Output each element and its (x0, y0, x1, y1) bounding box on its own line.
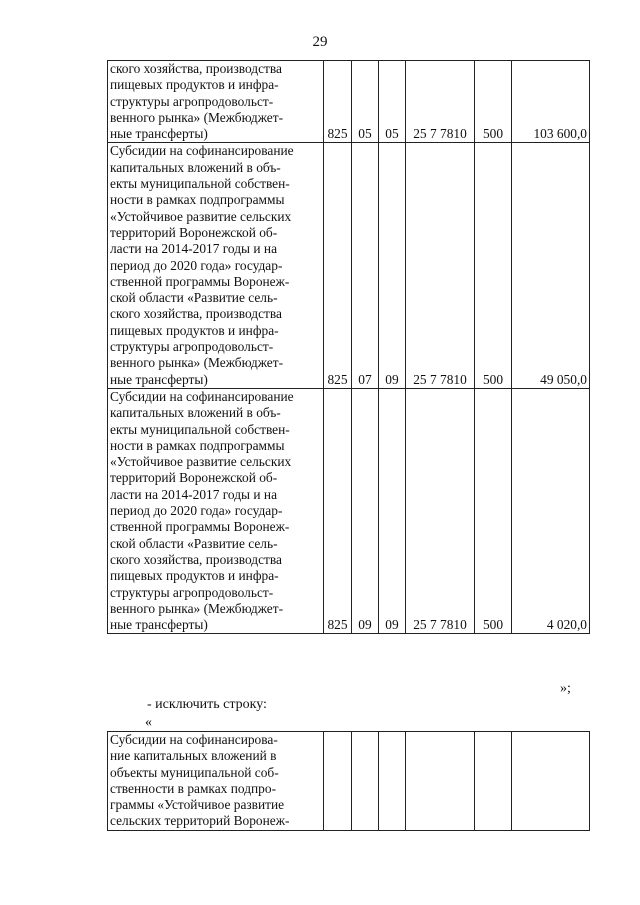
ministry-code-cell: 825 (324, 61, 352, 143)
description-line: территорий Воронежской об- (110, 470, 278, 486)
description-line: капитальных вложений в объ- (110, 159, 281, 175)
description-line: граммы «Устойчивое развитие (110, 797, 285, 813)
description-line: ности в рамках подпрограммы (110, 437, 285, 453)
subsection-code-cell (379, 732, 406, 831)
description-line: объекты муниципальной соб- (110, 764, 279, 780)
expense-type-cell: 500 (475, 388, 512, 633)
description-line: ственности в рамках подпро- (110, 780, 277, 796)
description-line: ные трансферты) (110, 126, 208, 142)
table-row (108, 61, 590, 143)
description-line: Субсидии на софинансирова- (110, 732, 278, 747)
description-line: венного рынка» (Межбюджет- (110, 600, 284, 616)
description-line: ные трансферты) (110, 371, 208, 387)
subsection-code-cell: 09 (379, 388, 406, 633)
description-line: структуры агропродовольст- (110, 584, 274, 600)
description-line: пищевых продуктов и инфра- (110, 322, 279, 338)
row-description (108, 143, 324, 388)
description-line: «Устойчивое развитие сельских (110, 454, 292, 470)
ministry-code-cell: 825 (324, 143, 352, 388)
amount-cell (512, 732, 590, 831)
description-line: ласти на 2014-2017 годы и на (110, 486, 278, 502)
amount-cell: 49 050,0 (512, 143, 590, 388)
budget-table-body (108, 61, 590, 634)
description-line: структуры агропродовольст- (110, 339, 274, 355)
description-line: ственной программы Воронеж- (110, 519, 290, 535)
description-line: «Устойчивое развитие сельских (110, 208, 292, 224)
section-code-cell: 07 (352, 143, 379, 388)
row-description (108, 388, 324, 633)
excluded-row-table (107, 731, 590, 831)
description-line: Субсидии на софинансирование (110, 143, 294, 159)
description-line: венного рынка» (Межбюджет- (110, 109, 284, 125)
description-line: Субсидии на софинансирование (110, 388, 294, 404)
target-article-cell: 25 7 7810 (406, 61, 475, 143)
description-line: екты муниципальной собствен- (110, 421, 290, 437)
ministry-code-cell: 825 (324, 388, 352, 633)
section-code-cell: 05 (352, 61, 379, 143)
description-line: ственной программы Воронеж- (110, 273, 290, 289)
description-line: территорий Воронежской об- (110, 224, 278, 240)
description-line: ные трансферты) (110, 617, 208, 633)
target-article-cell (406, 732, 475, 831)
description-line: период до 2020 года» государ- (110, 257, 283, 273)
section-code-cell: 09 (352, 388, 379, 633)
table-row (108, 143, 590, 388)
expense-type-cell: 500 (475, 143, 512, 388)
row-description (108, 732, 324, 831)
subsection-code-cell: 09 (379, 143, 406, 388)
description-line: период до 2020 года» государ- (110, 503, 283, 519)
description-line: ского хозяйства, производства (110, 551, 282, 567)
expense-type-cell: 500 (475, 61, 512, 143)
description-line: пищевых продуктов и инфра- (110, 77, 279, 93)
exclude-row-instruction: - исключить строку: (147, 697, 267, 712)
amount-cell: 103 600,0 (512, 61, 590, 143)
excluded-row-table-body (108, 732, 590, 831)
description-line: ской области «Развитие сель- (110, 290, 278, 306)
description-line: ласти на 2014-2017 годы и на (110, 241, 278, 257)
description-line: ского хозяйства, производства (110, 61, 282, 76)
expense-type-cell (475, 732, 512, 831)
amount-cell: 4 020,0 (512, 388, 590, 633)
description-line: венного рынка» (Межбюджет- (110, 355, 284, 371)
budget-table (107, 60, 590, 634)
description-line: екты муниципальной собствен- (110, 176, 290, 192)
row-description (108, 61, 324, 143)
table-row (108, 732, 590, 831)
description-line: пищевых продуктов и инфра- (110, 568, 279, 584)
description-line: ского хозяйства, производства (110, 306, 282, 322)
subsection-code-cell: 05 (379, 61, 406, 143)
opening-quote: « (145, 715, 152, 730)
target-article-cell: 25 7 7810 (406, 388, 475, 633)
ministry-code-cell (324, 732, 352, 831)
description-line: структуры агропродовольст- (110, 93, 274, 109)
page-number: 29 (312, 34, 328, 50)
description-line: ности в рамках подпрограммы (110, 192, 285, 208)
description-line: сельских территорий Воронеж- (110, 813, 290, 829)
table-row (108, 388, 590, 633)
description-line: ской области «Развитие сель- (110, 535, 278, 551)
description-line: капитальных вложений в объ- (110, 405, 281, 421)
section-code-cell (352, 732, 379, 831)
closing-quote: »; (560, 681, 571, 696)
target-article-cell: 25 7 7810 (406, 143, 475, 388)
description-line: ние капитальных вложений в (110, 748, 277, 764)
